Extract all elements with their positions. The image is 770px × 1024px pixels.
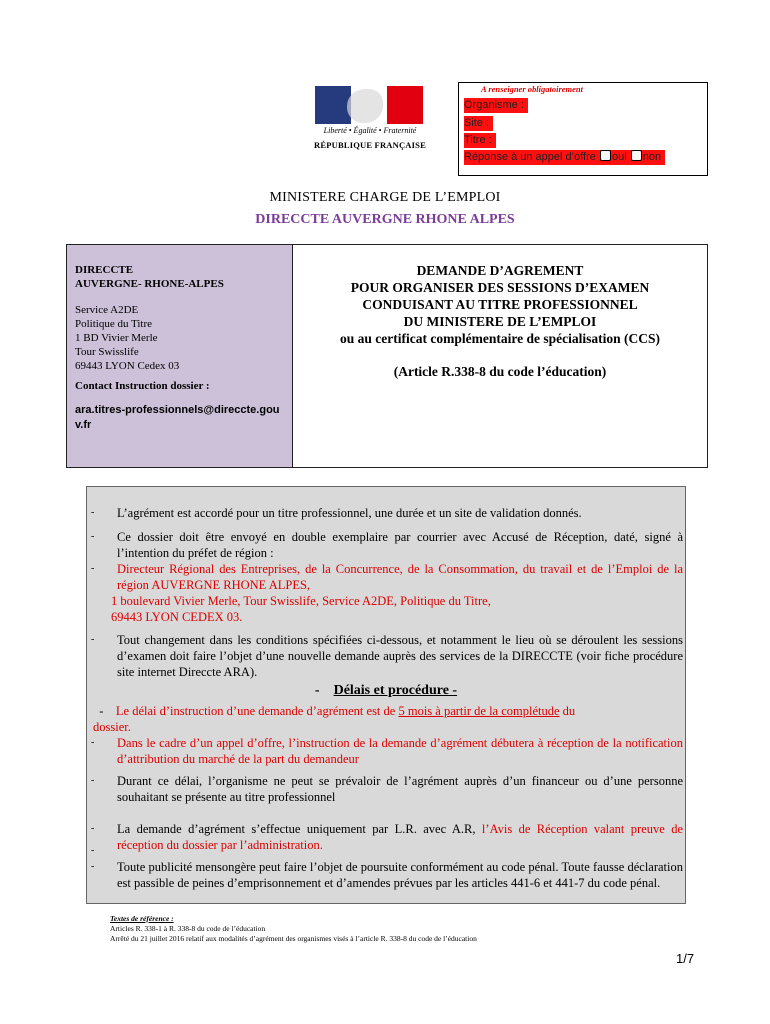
section-heading: - Délais et procédure - <box>314 683 458 698</box>
motto: Liberté • Égalité • Fraternité <box>323 126 417 135</box>
appel-offre-field <box>464 150 665 165</box>
title-line5: ou au certificat complémentaire de spécialisation (CCS) <box>340 331 660 346</box>
ministry-title: MINISTERE CHARGE DE L’EMPLOI <box>269 190 501 205</box>
appel-offre-label: Réponse à un appel d’offre <box>464 151 596 163</box>
article-ref: (Article R.338-8 du code l’éducation) <box>393 364 607 379</box>
marianne-profile-icon <box>347 89 383 123</box>
politique: Politique du Titre <box>75 318 153 330</box>
title-line1: DEMANDE D’AGREMENT <box>416 263 584 278</box>
republic-label: RÉPUBLIQUE FRANÇAISE <box>314 140 426 150</box>
tower: Tour Swisslife <box>75 346 139 358</box>
mandatory-note: A renseigner obligatoirement <box>481 84 584 94</box>
title-line2: POUR ORGANISER DES SESSIONS D’EXAMEN <box>350 280 650 295</box>
contact-label: Contact Instruction dossier : <box>75 380 210 392</box>
direccte-title: DIRECCTE AUVERGNE RHONE ALPES <box>255 212 515 227</box>
oui-checkbox[interactable] <box>600 150 611 161</box>
mandatory-info-box <box>458 82 708 176</box>
non-checkbox[interactable] <box>631 150 642 161</box>
address: 1 BD Vivier Merle <box>75 332 158 344</box>
title-panel <box>293 245 707 467</box>
organisme-field[interactable]: Organisme : <box>464 98 528 113</box>
contact-email-link[interactable]: ara.titres-professionnels@direccte.gouv.fr <box>75 404 280 431</box>
org-line1: DIRECCTE <box>75 264 134 276</box>
contact-panel <box>67 245 293 467</box>
marianne-logo <box>300 86 440 158</box>
header-box <box>66 244 708 468</box>
city: 69443 LYON Cedex 03 <box>75 360 180 372</box>
site-field[interactable]: Site : <box>464 116 493 131</box>
address-line: 1 boulevard Vivier Merle, Tour Swisslife, Service A2DE, Politique du Titre, <box>111 594 491 608</box>
service: Service A2DE <box>75 304 139 316</box>
instructions-box: - L’agrément est accordé pour un titre professionnel, une durée et un site de validation donnés. - Ce dossier doit être envoyé en double exemplaire par courrier avec Accusé de Réception, daté, signé à l’intention du préfet de région : - Directeur Régional des Entreprises, de la Concurrence, de la Consommation, du travail et de l’Emploi de la région AUVERGNE RHONE ALPES, 1 boulevard Vivier Merle, Tour Swisslife, Service A2DE, Politique du Titre, 69443 LYON CEDEX 03. - Tout changement dans les conditions spécifiées ci-dessous, et notamment le lieu où se déroulent les sessions d’examen doit faire l’objet d’une nouvelle demande auprès des services de la DIRECCTE (voir fiche procédure site internet Direccte ARA). - Délais et procédure - - Le délai d’instruction d’une demande d’agrément est de 5 mois à partir de la complétude du dossier. - Dans le cadre d’un appel d’offre, l’instruction de la demande d’agrément débutera à réception de la notification d’attribution du marché de la part du demandeur - Durant ce délai, l’organisme ne peut se prévaloir de l’agrément auprès d’un financeur ou d’une personne souhaitant se présente au titre professionnel - La demande d’agrément s’effectue uniquement par L.R. avec A.R, l’Avis de Réception valant preuve de réception du dossier par l’administration. - - Toute publicité mensongère peut faire l’objet de poursuite conformément au code pénal. Toute fausse déclaration est passible de peines d’emprisonnement et d’amendes prévues par les articles 441-6 et 441-7 du code pénal. <box>86 486 686 904</box>
reference-2: Arrêté du 21 juillet 2016 relatif aux modalités d’agrément des organismes visés à l’article R. 338-8 du code de l’éducation <box>110 934 477 943</box>
non-label: non <box>642 151 662 163</box>
reference-1: Articles R. 338-1 à R. 338-8 du code de l’éducation <box>110 924 266 933</box>
org-line2: AUVERGNE- RHONE-ALPES <box>75 278 224 290</box>
titre-field[interactable]: Titre : <box>464 133 496 148</box>
references <box>110 914 477 944</box>
title-line3: CONDUISANT AU TITRE PROFESSIONNEL <box>362 297 638 312</box>
title-line4: DU MINISTERE DE L’EMPLOI <box>403 314 597 329</box>
references-title: Textes de référence : <box>110 914 174 923</box>
address-line: 69443 LYON CEDEX 03. <box>111 610 243 624</box>
oui-label: oui <box>611 151 627 163</box>
list-item: - Le délai d’instruction d’une demande d’agrément est de 5 mois à partir de la complétude du dossier. <box>93 704 576 734</box>
page-number: 1/7 <box>676 951 695 966</box>
